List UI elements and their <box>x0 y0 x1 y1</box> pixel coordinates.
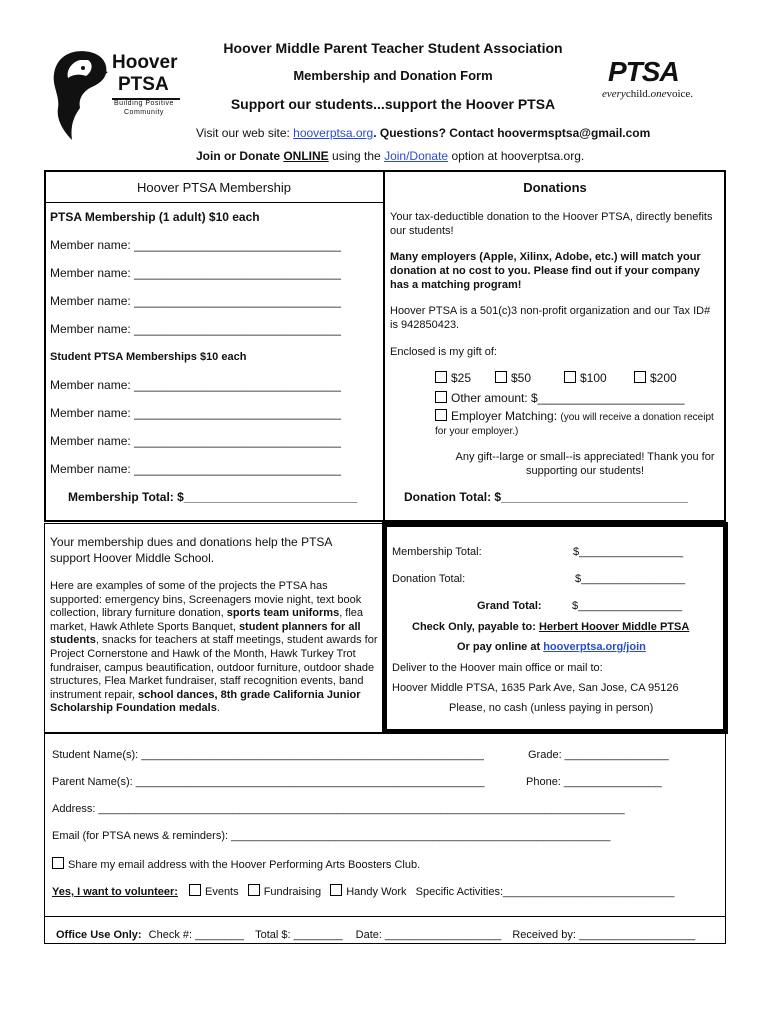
office-use-label: Office Use Only: <box>56 929 142 941</box>
info-lead: Your membership dues and donations help the PTSA support Hoover Middle School. <box>50 535 332 565</box>
grand-total-field[interactable]: $_________________ <box>572 600 683 612</box>
student-name-field[interactable]: Student Name(s): ________________________________________________________ <box>52 749 484 761</box>
deliver-note: Deliver to the Hoover main office or mail to: <box>392 662 603 674</box>
amount-100-option[interactable]: $100 <box>564 371 607 385</box>
member-name-field-3[interactable]: Member name: _______________________________ <box>50 294 341 308</box>
logo-hoover-text: Hoover <box>112 52 178 73</box>
no-cash-note: Please, no cash (unless paying in person) <box>449 702 654 714</box>
member-name-field-2[interactable]: Member name: _______________________________ <box>50 266 341 280</box>
donation-total-field[interactable]: Donation Total: $____________________________ <box>404 490 688 504</box>
checkbox-icon <box>435 391 447 403</box>
ptsa-mark: PTSA <box>608 56 679 87</box>
member-name-field-1[interactable]: Member name: _______________________________ <box>50 238 341 252</box>
thanks-note: Any gift--large or small--is appreciated! Thank you for supporting our students! <box>455 451 715 477</box>
employer-note: for your employer.) <box>435 426 519 437</box>
grade-field[interactable]: Grade: _________________ <box>528 749 669 761</box>
visit-line: Visit our web site: hooverptsa.org. Questions? Contact hoovermsptsa@gmail.com <box>196 126 651 140</box>
donation-intro: Your tax-deductible donation to the Hoover PTSA, directly benefits our students! <box>390 211 713 237</box>
membership-total-field[interactable]: Membership Total: $__________________________ <box>68 490 358 504</box>
employer-matching-option[interactable]: Employer Matching: (you will receive a donation receipt <box>435 409 714 423</box>
checkbox-icon <box>435 409 447 421</box>
checkbox-icon <box>189 884 201 896</box>
member-name-field-6[interactable]: Member name: _______________________________ <box>50 406 341 420</box>
heading-divider-left <box>44 202 384 203</box>
logo-tagline-2: Community <box>124 109 164 116</box>
volunteer-events-option[interactable]: Events <box>189 886 239 898</box>
office-use-row <box>56 929 695 941</box>
office-date-field[interactable]: Date: ___________________ <box>355 929 502 941</box>
org-title: Hoover Middle Parent Teacher Student Association <box>223 40 563 56</box>
mailing-address: Hoover Middle PTSA, 1635 Park Ave, San Jose, CA 95126 <box>392 682 679 694</box>
office-received-field[interactable]: Received by: ___________________ <box>512 929 696 941</box>
specific-activities-field[interactable]: Specific Activities:____________________________ <box>415 886 675 898</box>
phone-field[interactable]: Phone: ________________ <box>526 776 662 788</box>
hoover-ptsa-logo <box>50 42 190 142</box>
email-field[interactable]: Email (for PTSA news & reminders): ______________________________________________________________ <box>52 830 611 842</box>
volunteer-handywork-option[interactable]: Handy Work <box>330 886 406 898</box>
checkbox-icon <box>248 884 260 896</box>
office-total-field[interactable]: Total $: ________ <box>255 929 343 941</box>
donations-heading: Donations <box>523 180 587 195</box>
member-name-field-4[interactable]: Member name: _______________________________ <box>50 322 341 336</box>
address-field[interactable]: Address: ______________________________________________________________________________________ <box>52 803 625 815</box>
gift-enclosed-label: Enclosed is my gift of: <box>390 346 497 358</box>
adult-membership-label: PTSA Membership (1 adult) $10 each <box>50 210 260 224</box>
checkbox-icon <box>52 857 64 869</box>
tagline: Support our students...support the Hoover PTSA <box>230 96 556 112</box>
share-email-option[interactable]: Share my email address with the Hoover Performing Arts Boosters Club. <box>52 857 420 871</box>
office-check-field[interactable]: Check #: ________ <box>148 929 245 941</box>
checkbox-icon <box>435 371 447 383</box>
checkbox-icon <box>330 884 342 896</box>
pay-online-link[interactable]: hooverptsa.org/join <box>543 641 646 653</box>
summary-membership-field[interactable]: $_________________ <box>573 546 684 558</box>
member-name-field-7[interactable]: Member name: _______________________________ <box>50 434 341 448</box>
employer-match-note: Many employers (Apple, Xilinx, Adobe, etc.) will match your donation at no cost to you. Please find out if your company has a matching program! <box>390 251 701 291</box>
member-name-field-8[interactable]: Member name: _______________________________ <box>50 462 341 476</box>
grand-total-label: Grand Total: <box>477 600 542 612</box>
eagle-icon <box>50 46 112 142</box>
student-membership-label: Student PTSA Memberships $10 each <box>50 351 247 363</box>
volunteer-fundraising-option[interactable]: Fundraising <box>248 886 321 898</box>
website-link[interactable]: hooverptsa.org <box>293 126 374 140</box>
membership-heading: Hoover PTSA Membership <box>137 180 291 195</box>
other-amount-option[interactable]: Other amount: $______________________ <box>435 391 685 405</box>
amount-25-option[interactable]: $25 <box>435 371 471 385</box>
join-donate-link[interactable]: Join/Donate <box>384 149 449 163</box>
form-title: Membership and Donation Form <box>293 68 493 83</box>
volunteer-row <box>52 884 674 898</box>
join-line: Join or Donate ONLINE using the Join/Donate option at hooverptsa.org. <box>196 149 585 163</box>
checkbox-icon <box>495 371 507 383</box>
pay-online-line: Or pay online at hooverptsa.org/join <box>457 641 646 653</box>
summary-donation-label: Donation Total: <box>392 573 466 585</box>
logo-tagline-1: Building Positive <box>114 100 174 107</box>
summary-membership-label: Membership Total: <box>392 546 482 558</box>
logo-ptsa-text: PTSA <box>118 74 169 95</box>
section-divider <box>383 170 385 522</box>
amount-200-option[interactable]: $200 <box>634 371 677 385</box>
checkbox-icon <box>634 371 646 383</box>
parent-name-field[interactable]: Parent Name(s): _________________________________________________________ <box>52 776 485 788</box>
ptsa-national-logo <box>600 56 710 106</box>
amount-50-option[interactable]: $50 <box>495 371 531 385</box>
summary-donation-field[interactable]: $_________________ <box>575 573 686 585</box>
projects-list: Here are examples of some of the projects the PTSA has supported: emergency bins, Screenagers movie night, text book collection, library furniture donation, sports team uniforms, flea market, Hawk Athlete Sports Banquet, student planners for all students, snacks for teachers at staff meetings, student awards for Project Cornerstone and Hawk of the Month, Hawk Turkey Trot fundraiser, campus beautification, outdoor furniture, outdoor shade structures, Flea Market fundraiser, staff recognition events, band instrument repair, school dances, 8th grade California Junior Scholarship Foundation medals. <box>50 580 378 715</box>
ptsa-slogan: everychild.onevoice. <box>602 88 694 100</box>
member-name-field-5[interactable]: Member name: _______________________________ <box>50 378 341 392</box>
check-payable-line: Check Only, payable to: Herbert Hoover Middle PTSA <box>412 621 690 633</box>
nonprofit-note: Hoover PTSA is a 501(c)3 non-profit organization and our Tax ID# is 942850423. <box>390 305 711 331</box>
checkbox-icon <box>564 371 576 383</box>
volunteer-label: Yes, I want to volunteer: <box>52 886 178 898</box>
